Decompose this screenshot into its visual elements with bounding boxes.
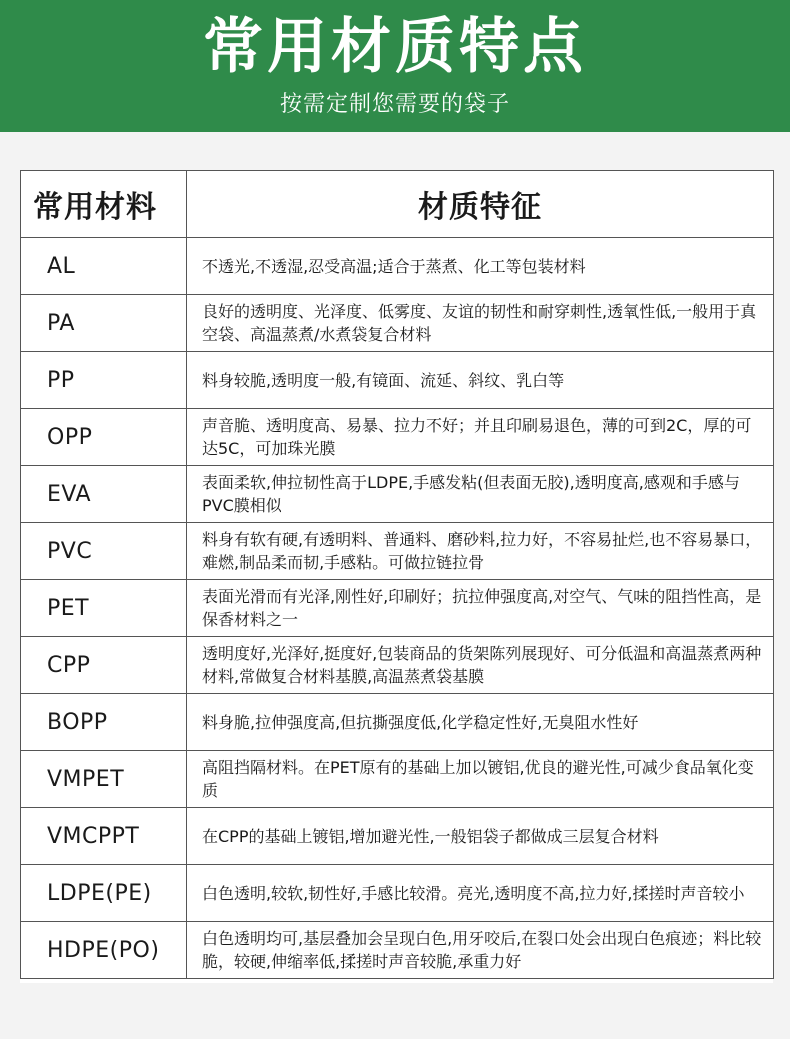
table-row <box>21 865 774 922</box>
feature-cell: 料身较脆,透明度一般,有镜面、流延、斜纹、乳白等 <box>187 352 774 409</box>
material-cell: VMPET <box>21 751 187 808</box>
table-row <box>21 751 774 808</box>
material-cell: VMCPPT <box>21 808 187 865</box>
feature-cell: 料身脆,拉伸强度高,但抗撕强度低,化学稳定性好,无臭阻水性好 <box>187 694 774 751</box>
material-cell: OPP <box>21 409 187 466</box>
table-row <box>21 637 774 694</box>
feature-cell: 表面光滑而有光泽,刚性好,印刷好；抗拉伸强度高,对空气、气味的阻挡性高，是保香材料之一 <box>187 580 774 637</box>
header-banner <box>0 0 790 132</box>
material-cell: LDPE(PE) <box>21 865 187 922</box>
table-header-row <box>21 171 774 238</box>
material-cell: PVC <box>21 523 187 580</box>
materials-table-container <box>20 170 773 983</box>
table-row <box>21 694 774 751</box>
table-row <box>21 922 774 979</box>
table-row <box>21 409 774 466</box>
feature-cell: 表面柔软,伸拉韧性高于LDPE,手感发粘(但表面无胶),透明度高,感观和手感与PVC膜相似 <box>187 466 774 523</box>
material-cell: EVA <box>21 466 187 523</box>
material-cell: PP <box>21 352 187 409</box>
table-row <box>21 295 774 352</box>
materials-table <box>20 170 774 979</box>
feature-cell: 白色透明,较软,韧性好,手感比较滑。亮光,透明度不高,拉力好,揉搓时声音较小 <box>187 865 774 922</box>
feature-cell: 料身有软有硬,有透明料、普通料、磨砂料,拉力好，不容易扯烂,也不容易暴口，难燃,制品柔而韧,手感粘。可做拉链拉骨 <box>187 523 774 580</box>
feature-cell: 高阻挡隔材料。在PET原有的基础上加以镀铝,优良的避光性,可减少食品氧化变质 <box>187 751 774 808</box>
table-row <box>21 466 774 523</box>
page-subtitle: 按需定制您需要的袋子 <box>279 92 510 117</box>
table-row <box>21 238 774 295</box>
page-title: 常用材质特点 <box>203 12 587 82</box>
table-row <box>21 580 774 637</box>
material-cell: HDPE(PO) <box>21 922 187 979</box>
column-header-feature: 材质特征 <box>187 171 774 238</box>
table-row <box>21 352 774 409</box>
feature-cell: 在CPP的基础上镀铝,增加避光性,一般铝袋子都做成三层复合材料 <box>187 808 774 865</box>
table-row <box>21 808 774 865</box>
feature-cell: 白色透明均可,基层叠加会呈现白色,用牙咬后,在裂口处会出现白色痕迹；料比较脆，较硬,伸缩率低,揉搓时声音较脆,承重力好 <box>187 922 774 979</box>
material-cell: AL <box>21 238 187 295</box>
material-cell: PET <box>21 580 187 637</box>
feature-cell: 透明度好,光泽好,挺度好,包装商品的货架陈列展现好、可分低温和高温蒸煮两种材料,常做复合材料基膜,高温蒸煮袋基膜 <box>187 637 774 694</box>
feature-cell: 不透光,不透湿,忍受高温;适合于蒸煮、化工等包装材料 <box>187 238 774 295</box>
material-cell: BOPP <box>21 694 187 751</box>
feature-cell: 声音脆、透明度高、易暴、拉力不好；并且印刷易退色，薄的可到2C，厚的可达5C，可加珠光膜 <box>187 409 774 466</box>
material-cell: CPP <box>21 637 187 694</box>
table-row <box>21 523 774 580</box>
feature-cell: 良好的透明度、光泽度、低雾度、友谊的韧性和耐穿刺性,透氧性低,一般用于真空袋、高温蒸煮/水煮袋复合材料 <box>187 295 774 352</box>
material-cell: PA <box>21 295 187 352</box>
column-header-material: 常用材料 <box>21 171 187 238</box>
